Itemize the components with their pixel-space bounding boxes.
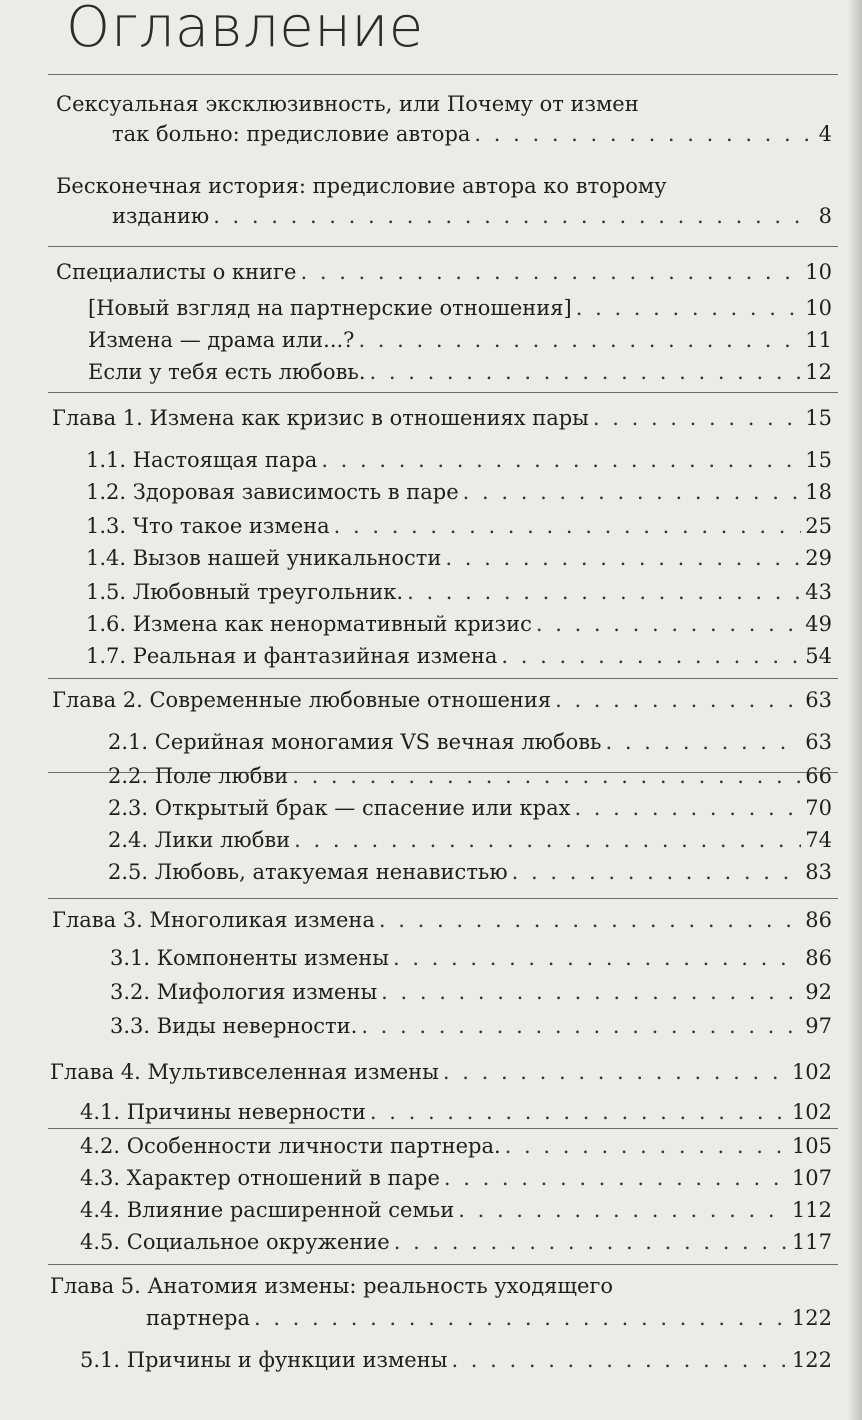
leader-dots [501,642,801,670]
leader-dots [394,1228,788,1256]
section-rule [48,392,838,393]
leader-dots [254,1304,788,1332]
leader-dots [361,1012,801,1040]
toc-entry[interactable] [108,728,832,756]
leader-dots [379,906,801,934]
toc-entry-title-line: Глава 5. Анатомия измены: реальность уходящего [50,1274,614,1298]
toc-entry[interactable] [86,544,832,572]
toc-entry-label: 2.4. Лики любви [108,828,291,852]
toc-entry[interactable] [80,1228,832,1256]
toc-entry-label: 2.2. Поле любви [108,764,289,788]
leader-dots [407,578,801,606]
toc-page-number: 122 [791,1348,832,1372]
toc-chapter[interactable] [52,686,832,714]
toc-entry-label: 5.1. Причины и функции измены [80,1348,448,1372]
toc-entry-label: 2.5. Любовь, атакуемая ненавистью [108,860,508,884]
toc-page-number: 105 [791,1134,832,1158]
leader-dots [574,794,801,822]
section-rule [48,898,838,899]
toc-page-number: 74 [805,828,832,852]
section-rule [48,246,838,247]
page-edge-shadow [848,0,862,1420]
leader-dots [370,1098,788,1126]
toc-entry-label: 1.3. Что такое измена [86,514,330,538]
toc-entry[interactable] [88,358,832,386]
leader-dots [555,686,801,714]
leader-dots [605,728,801,756]
toc-chapter[interactable] [50,1058,832,1086]
leader-dots [370,358,802,386]
toc-entry-label: 4.1. Причины неверности [80,1100,366,1124]
toc-entry-label: 1.1. Настоящая пара [86,448,318,472]
toc-page-number: 107 [791,1166,832,1190]
toc-entry[interactable] [86,478,832,506]
leader-dots [576,294,802,322]
toc-entry[interactable] [88,294,832,322]
toc-entry[interactable] [108,858,832,886]
page-title: Оглавление [66,0,424,60]
leader-dots [474,120,814,148]
toc-entry-label: 4.2. Особенности личности партнера. [80,1134,501,1158]
toc-page-number: 15 [805,448,832,472]
section-rule [48,678,838,679]
toc-page-number: 10 [805,296,832,320]
toc-entry-label: 1.2. Здоровая зависимость в паре [86,480,459,504]
toc-entry-label: Глава 3. Многоликая измена [52,908,375,932]
leader-dots [213,202,814,230]
toc-page-number: 10 [805,260,832,284]
leader-dots [463,478,802,506]
leader-dots [443,1058,788,1086]
toc-entry[interactable] [86,512,832,540]
toc-entry-label: партнера [146,1306,250,1330]
toc-page-number: 8 [818,204,832,228]
toc-entry[interactable] [86,446,832,474]
toc-chapter[interactable] [52,906,832,934]
leader-dots [292,762,801,790]
toc-page-number: 11 [805,328,832,352]
toc-entry[interactable] [108,794,832,822]
leader-dots [294,826,801,854]
toc-entry-label: 1.5. Любовный треугольник. [86,580,404,604]
toc-entry-label: [Новый взгляд на партнерские отношения] [88,296,572,320]
toc-entry-label: 1.6. Измена как ненормативный кризис [86,612,532,636]
section-rule [48,1264,838,1265]
toc-page-number: 63 [805,730,832,754]
toc-page-number: 4 [818,122,832,146]
toc-page-number: 49 [805,612,832,636]
toc-page-number: 102 [791,1060,832,1084]
toc-entry-label: изданию [112,204,210,228]
toc-entry-label: Специалисты о книге [56,260,297,284]
toc-entry[interactable] [80,1164,832,1192]
leader-dots [536,610,801,638]
leader-dots [451,1346,787,1374]
toc-entry[interactable] [110,944,832,972]
toc-entry[interactable] [56,258,832,286]
leader-dots [358,326,801,354]
toc-chapter[interactable] [146,1304,832,1332]
toc-entry-label: Если у тебя есть любовь. [88,360,366,384]
toc-entry-label: 3.2. Мифология измены [110,980,378,1004]
leader-dots [512,858,802,886]
toc-page-number: 83 [805,860,832,884]
leader-dots [393,944,801,972]
leader-dots [301,258,802,286]
toc-entry-label: 1.7. Реальная и фантазийная измена [86,644,498,668]
toc-entry-label: Глава 2. Современные любовные отношения [52,688,552,712]
toc-entry-label: Измена — драма или...? [88,328,355,352]
toc-entry[interactable] [80,1196,832,1224]
toc-entry[interactable] [80,1132,832,1160]
leader-dots [458,1196,788,1224]
toc-entry-label: 1.4. Вызов нашей уникальности [86,546,442,570]
toc-page-number: 86 [805,946,832,970]
section-rule [48,74,838,75]
toc-entry[interactable] [88,326,832,354]
toc-page-number: 86 [805,908,832,932]
leader-dots [381,978,801,1006]
toc-entry-label: 2.1. Серийная моногамия VS вечная любовь [108,730,602,754]
toc-page-number: 122 [791,1306,832,1330]
toc-entry-label: 3.1. Компоненты измены [110,946,389,970]
toc-page-number: 66 [805,764,832,788]
toc-page-number: 112 [791,1198,832,1222]
toc-page-number: 54 [805,644,832,668]
toc-entry-label: 2.3. Открытый брак — спасение или крах [108,796,571,820]
toc-page-number: 97 [805,1014,832,1038]
toc-page-number: 25 [805,514,832,538]
toc-page-number: 92 [805,980,832,1004]
toc-page-number: 63 [805,688,832,712]
toc-entry[interactable] [86,610,832,638]
toc-entry-label: Глава 1. Измена как кризис в отношениях пары [52,406,589,430]
leader-dots [444,1164,788,1192]
toc-page-number: 43 [805,580,832,604]
toc-entry[interactable] [80,1346,832,1374]
toc-entry-label: Глава 4. Мультивселенная измены [50,1060,439,1084]
toc-entry[interactable] [108,826,832,854]
leader-dots [334,512,802,540]
toc-page-number: 12 [805,360,832,384]
section-rule [48,1128,838,1129]
leader-dots [593,404,801,432]
toc-page-number: 70 [805,796,832,820]
toc-chapter[interactable] [52,404,832,432]
toc-entry[interactable] [110,1012,832,1040]
toc-page-number: 29 [805,546,832,570]
toc-entry[interactable] [112,120,832,148]
leader-dots [505,1132,788,1160]
toc-entry[interactable] [112,202,832,230]
toc-entry-label: так больно: предисловие автора [112,122,471,146]
toc-entry[interactable] [110,978,832,1006]
toc-entry-title-line: Бесконечная история: предисловие автора ко второму [56,174,667,198]
toc-entry[interactable] [108,762,832,790]
toc-page-number: 15 [805,406,832,430]
toc-entry-label: 4.5. Социальное окружение [80,1230,390,1254]
toc-entry-label: 3.3. Виды неверности. [110,1014,358,1038]
leader-dots [445,544,801,572]
toc-page-number: 117 [791,1230,832,1254]
toc-entry-label: 4.3. Характер отношений в паре [80,1166,440,1190]
leader-dots [321,446,801,474]
toc-entry-title-line: Сексуальная эксклюзивность, или Почему от измен [56,92,639,116]
toc-page-number: 102 [791,1100,832,1124]
toc-entry-label: 4.4. Влияние расширенной семьи [80,1198,455,1222]
toc-page-number: 18 [805,480,832,504]
toc-entry[interactable] [86,642,832,670]
toc-entry[interactable] [86,578,832,606]
toc-entry[interactable] [80,1098,832,1126]
